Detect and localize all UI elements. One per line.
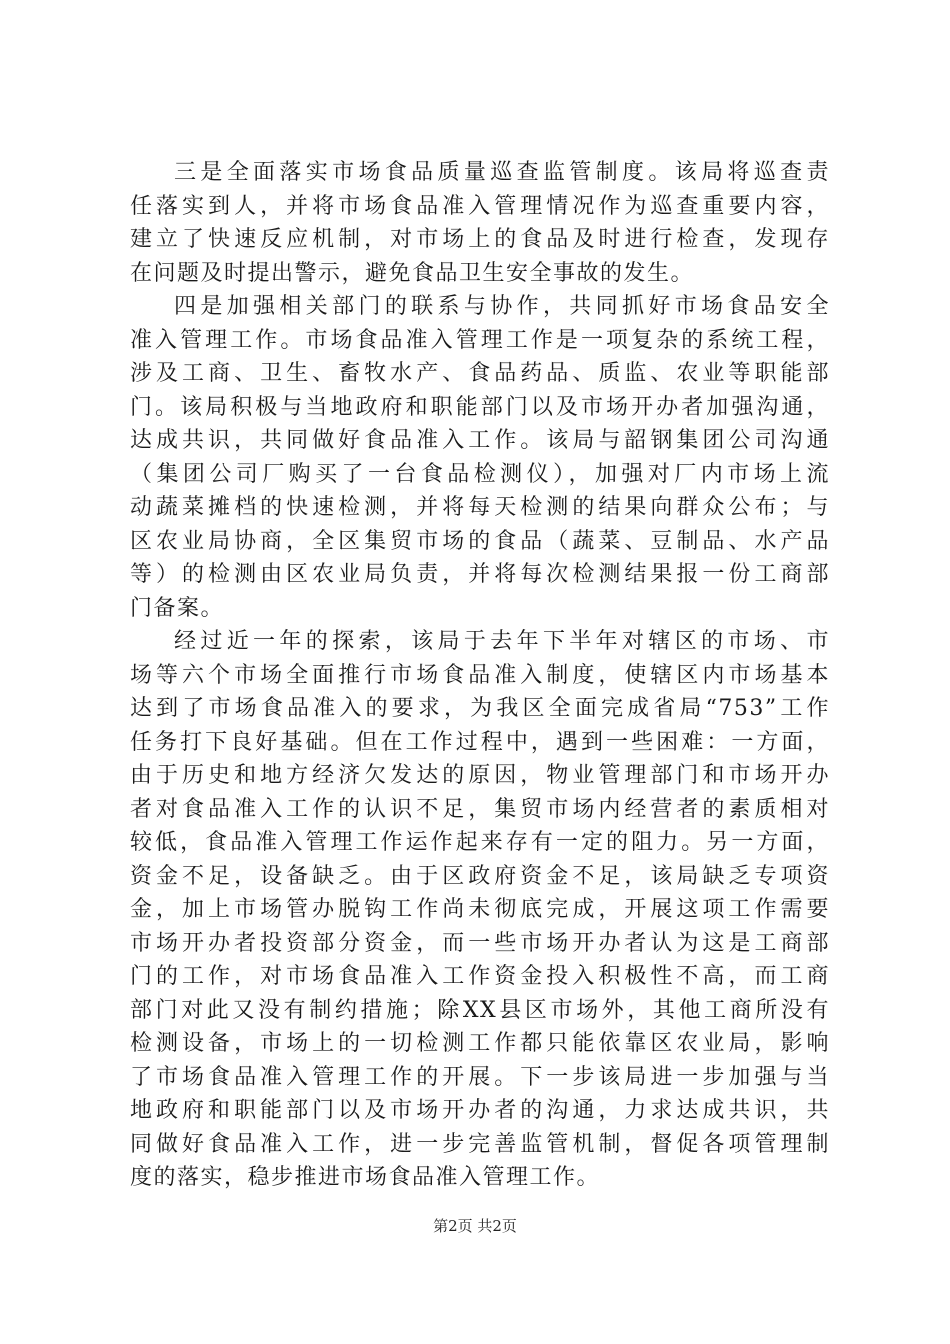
text-line: 任务打下良好基础。但在工作过程中，遇到一些困难：一方面， [130, 729, 830, 755]
text-line: 四是加强相关部门的联系与协作，共同抓好市场食品安全 [174, 294, 830, 319]
text-line: 门的工作，对市场食品准入工作资金投入积极性不高，而工商 [130, 964, 830, 989]
text-line: 度的落实，稳步推进市场食品准入管理工作。 [130, 1165, 601, 1190]
text-line: 涉及工商、卫生、畜牧水产、食品药品、质监、农业等职能部 [130, 361, 830, 386]
text-line: 经过近一年的探索，该局于去年下半年对辖区的市场、市 [174, 629, 830, 654]
text-line: 建立了快速反应机制，对市场上的食品及时进行检查，发现存 [130, 227, 830, 252]
text-line: 在问题及时提出警示，避免食品卫生安全事故的发生。 [130, 260, 695, 286]
text-line: 了市场食品准入管理工作的开展。下一步该局进一步加强与当 [130, 1064, 830, 1090]
text-line: 地政府和职能部门以及市场开办者的沟通，力求达成共识，共 [130, 1098, 830, 1123]
text-line: 门备案。 [130, 595, 225, 621]
text-line: 任落实到人，并将市场食品准入管理情况作为巡查重要内容， [130, 193, 830, 219]
text-line: 动蔬菜摊档的快速检测，并将每天检测的结果向群众公布；与 [130, 495, 830, 520]
text-line: 市场开办者投资部分资金，而一些市场开办者认为这是工商部 [130, 930, 830, 956]
page-number-footer: 第2页 共2页 [433, 1217, 517, 1235]
body-text [130, 156, 830, 1195]
text-line: 等）的检测由区农业局负责，并将每次检测结果报一份工商部 [130, 562, 830, 587]
text-line: 由于历史和地方经济欠发达的原因，物业管理部门和市场开办 [130, 763, 830, 788]
text-line: 场等六个市场全面推行市场食品准入制度，使辖区内市场基本 [130, 662, 830, 688]
text-line: 资金不足，设备缺乏。由于区政府资金不足，该局缺乏专项资 [130, 863, 830, 889]
text-line: 者对食品准入工作的认识不足，集贸市场内经营者的素质相对 [130, 796, 830, 822]
text-line: 较低，食品准入管理工作运作起来存有一定的阻力。另一方面， [130, 830, 830, 855]
text-line: （集团公司厂购买了一台食品检测仪），加强对厂内市场上流 [130, 461, 830, 487]
text-line: 门。该局积极与当地政府和职能部门以及市场开办者加强沟通， [130, 394, 830, 420]
text-line: 部门对此又没有制约措施；除XX县区市场外，其他工商所没有 [130, 997, 830, 1023]
text-line: 准入管理工作。市场食品准入管理工作是一项复杂的系统工程， [130, 327, 830, 353]
text-line: 金，加上市场管办脱钩工作尚未彻底完成，开展这项工作需要 [130, 897, 830, 922]
text-line: 区农业局协商，全区集贸市场的食品（蔬菜、豆制品、水产品 [130, 528, 830, 554]
text-line: 三是全面落实市场食品质量巡查监管制度。该局将巡查责 [174, 160, 830, 185]
text-line: 达到了市场食品准入的要求，为我区全面完成省局“753”工作 [130, 696, 830, 721]
text-line: 达成共识，共同做好食品准入工作。该局与韶钢集团公司沟通 [130, 428, 830, 453]
text-line: 检测设备，市场上的一切检测工作都只能依靠区农业局，影响 [130, 1031, 830, 1056]
text-line: 同做好食品准入工作，进一步完善监管机制，督促各项管理制 [130, 1131, 830, 1157]
